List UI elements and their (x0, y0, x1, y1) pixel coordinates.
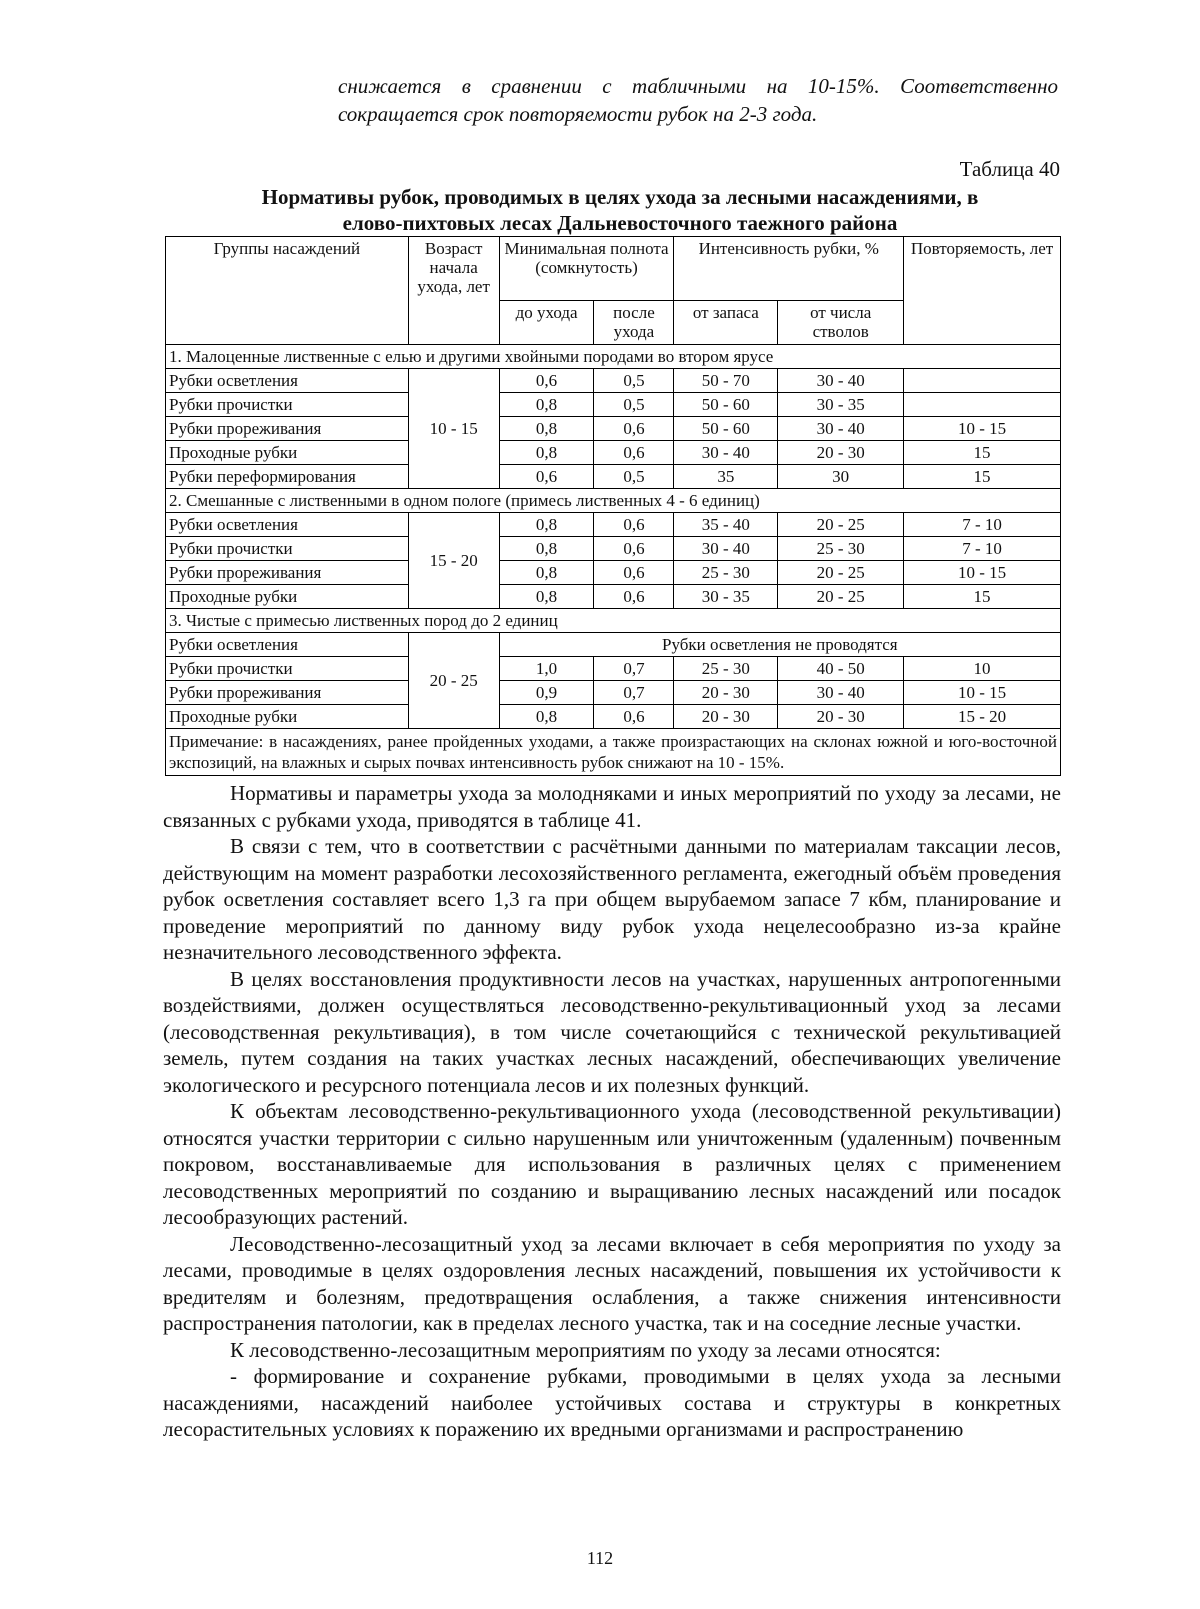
before-cell: 0,8 (499, 561, 594, 585)
stock-cell: 30 - 40 (674, 441, 778, 465)
header-after: после ухода (594, 301, 674, 345)
after-cell: 0,6 (594, 513, 674, 537)
after-cell: 0,5 (594, 369, 674, 393)
repeat-cell: 7 - 10 (904, 537, 1061, 561)
table-row (166, 513, 1061, 537)
intro-line-2: сокращается срок повторяемости рубок на 2-3 года. (338, 102, 818, 126)
row-name: Рубки прочистки (166, 537, 409, 561)
table-row (166, 417, 1061, 441)
paragraph: В целях восстановления продуктивности лесов на участках, нарушенных антропогенными воздействиями, должен осуществляться лесоводственно-рекультивационный уход за лесами (лесоводственная рекультивация), в том числе сочетающийся с технической рекультивацией земель, путем создания на таких участках лесных насаждений, обеспечивающих увеличение экологического и ресурсного потенциала лесов и их полезных функций. (163, 966, 1061, 1097)
paragraph: Лесоводственно-лесозащитный уход за лесами включает в себя мероприятия по уходу за лесами, проводимые в целях оздоровления лесных насаждений, повышения их устойчивости к вредителям и болезням, предотвращения ослабления, а также снижения интенсивности распространения патологии, как в пределах лесного участка, так и на соседние лесные участки. (163, 1231, 1061, 1335)
stems-cell: 30 - 40 (778, 681, 904, 705)
row-name: Рубки прочистки (166, 657, 409, 681)
caption-line-1: Нормативы рубок, проводимых в целях ухода за лесными насаждениями, в (261, 185, 979, 209)
repeat-cell: 10 (904, 657, 1061, 681)
table-row (166, 657, 1061, 681)
stems-cell: 30 - 40 (778, 369, 904, 393)
before-cell: 0,8 (499, 513, 594, 537)
norms-table (165, 236, 1061, 776)
stock-cell: 50 - 70 (674, 369, 778, 393)
intro-line-1: снижается в сравнении с табличными на 10-15%. Соответственно (338, 74, 1058, 98)
section-title: 3. Чистые с примесью лиственных пород до 2 единиц (166, 609, 1061, 633)
age-cell: 20 - 25 (408, 633, 499, 729)
after-cell: 0,7 (594, 681, 674, 705)
paragraph: В связи с тем, что в соответствии с расчётными данными по материалам таксации лесов, действующим на момент разработки лесохозяйственного регламента, ежегодный объём проведения рубок осветления составляет всего 1,3 га при общем вырубаемом запасе 7 кбм, планирование и проведение мероприятий по данному виду рубок ухода нецелесообразно из-за крайне незначительного лесоводственного эффекта. (163, 834, 1061, 964)
before-cell: 0,8 (499, 537, 594, 561)
stock-cell: 25 - 30 (674, 561, 778, 585)
table-row (166, 705, 1061, 729)
before-cell: 0,8 (499, 441, 594, 465)
repeat-cell: 15 (904, 441, 1061, 465)
row-name: Рубки прореживания (166, 417, 409, 441)
stems-cell: 30 - 35 (778, 393, 904, 417)
row-name: Рубки прореживания (166, 681, 409, 705)
row-name: Проходные рубки (166, 585, 409, 609)
header-from-stock: от запаса (674, 301, 778, 345)
after-cell: 0,5 (594, 465, 674, 489)
table-row (166, 393, 1061, 417)
body-text (163, 780, 1061, 1443)
table-row (166, 585, 1061, 609)
row-name: Рубки переформирования (166, 465, 409, 489)
repeat-cell: 10 - 15 (904, 561, 1061, 585)
before-cell: 0,9 (499, 681, 594, 705)
stems-cell: 20 - 25 (778, 561, 904, 585)
stems-cell: 25 - 30 (778, 537, 904, 561)
row-name: Рубки прочистки (166, 393, 409, 417)
intro-text (338, 72, 1058, 128)
table-caption (180, 184, 1060, 236)
stems-cell: 20 - 25 (778, 585, 904, 609)
header-before: до ухода (499, 301, 594, 345)
not-conducted-note: Рубки осветления не проводятся (499, 633, 1060, 657)
after-cell: 0,6 (594, 441, 674, 465)
table-row (166, 633, 1061, 657)
row-name: Рубки осветления (166, 633, 409, 657)
table-row (166, 465, 1061, 489)
stock-cell: 50 - 60 (674, 417, 778, 441)
header-groups: Группы насаждений (166, 237, 409, 345)
repeat-cell: 7 - 10 (904, 513, 1061, 537)
stock-cell: 35 - 40 (674, 513, 778, 537)
section-row (166, 345, 1061, 369)
repeat-cell: 15 (904, 585, 1061, 609)
stock-cell: 30 - 35 (674, 585, 778, 609)
row-name: Проходные рубки (166, 441, 409, 465)
row-name: Рубки прореживания (166, 561, 409, 585)
before-cell: 0,6 (499, 465, 594, 489)
after-cell: 0,6 (594, 585, 674, 609)
before-cell: 0,8 (499, 417, 594, 441)
age-cell: 10 - 15 (408, 369, 499, 489)
stems-cell: 20 - 30 (778, 705, 904, 729)
after-cell: 0,6 (594, 705, 674, 729)
header-repeat: Повторяемость, лет (904, 237, 1061, 345)
paragraph: Нормативы и параметры ухода за молодняками и иных мероприятий по уходу за лесами, не связанных с рубками ухода, приводятся в таблице 41. (163, 781, 1061, 832)
paragraph: К лесоводственно-лесозащитным мероприятиям по уходу за лесами относятся: (230, 1337, 941, 1362)
header-intensity: Интенсивность рубки, % (674, 237, 904, 301)
stems-cell: 20 - 30 (778, 441, 904, 465)
header-min-density: Минимальная полнота (сомкнутость) (499, 237, 674, 301)
header-age: Возраст начала ухода, лет (408, 237, 499, 345)
note-row (166, 729, 1061, 776)
stock-cell: 20 - 30 (674, 705, 778, 729)
after-cell: 0,6 (594, 561, 674, 585)
paragraph: - формирование и сохранение рубками, проводимыми в целях ухода за лесными насаждениями, насаждений наиболее устойчивых состава и структуры в конкретных лесорастительных условиях к поражению их вредными организмами и распространению (163, 1364, 1061, 1441)
repeat-cell: 15 (904, 465, 1061, 489)
section-row (166, 609, 1061, 633)
before-cell: 0,8 (499, 585, 594, 609)
row-name: Рубки осветления (166, 369, 409, 393)
table-row (166, 537, 1061, 561)
stock-cell: 35 (674, 465, 778, 489)
section-row (166, 489, 1061, 513)
repeat-cell (904, 393, 1061, 417)
before-cell: 1,0 (499, 657, 594, 681)
repeat-cell: 10 - 15 (904, 417, 1061, 441)
row-name: Рубки осветления (166, 513, 409, 537)
stems-cell: 40 - 50 (778, 657, 904, 681)
before-cell: 0,8 (499, 393, 594, 417)
table-label: Таблица 40 (959, 157, 1060, 181)
before-cell: 0,6 (499, 369, 594, 393)
repeat-cell: 15 - 20 (904, 705, 1061, 729)
after-cell: 0,6 (594, 417, 674, 441)
table-note: Примечание: в насаждениях, ранее пройденных уходами, а также произрастающих на склонах южной и юго-восточной экспозиций, на влажных и сырых почвах интенсивность рубок снижают на 10 - 15%. (166, 729, 1061, 776)
table-row (166, 561, 1061, 585)
repeat-cell: 10 - 15 (904, 681, 1061, 705)
caption-line-2: елово-пихтовых лесах Дальневосточного таежного района (342, 211, 898, 235)
paragraph: К объектам лесоводственно-рекультивационного ухода (лесоводственной рекультивации) относятся участки территории с сильно нарушенным или уничтоженным (удаленным) почвенным покровом, восстанавливаемые для использования в различных целях с применением лесоводственных мероприятий по созданию и выращиванию лесных насаждений или посадок лесообразующих растений. (163, 1099, 1061, 1229)
stock-cell: 50 - 60 (674, 393, 778, 417)
before-cell: 0,8 (499, 705, 594, 729)
age-cell: 15 - 20 (408, 513, 499, 609)
header-from-stems: от числа стволов (778, 301, 904, 345)
after-cell: 0,7 (594, 657, 674, 681)
table-row (166, 681, 1061, 705)
repeat-cell (904, 369, 1061, 393)
row-name: Проходные рубки (166, 705, 409, 729)
section-title: 2. Смешанные с лиственными в одном пологе (примесь лиственных 4 - 6 единиц) (166, 489, 1061, 513)
stems-cell: 30 - 40 (778, 417, 904, 441)
table-row (166, 369, 1061, 393)
stock-cell: 20 - 30 (674, 681, 778, 705)
stems-cell: 30 (778, 465, 904, 489)
after-cell: 0,5 (594, 393, 674, 417)
stock-cell: 25 - 30 (674, 657, 778, 681)
page-number: 112 (586, 1548, 614, 1568)
table-row (166, 441, 1061, 465)
after-cell: 0,6 (594, 537, 674, 561)
stock-cell: 30 - 40 (674, 537, 778, 561)
section-title: 1. Малоценные лиственные с елью и другими хвойными породами во втором ярусе (166, 345, 1061, 369)
stems-cell: 20 - 25 (778, 513, 904, 537)
